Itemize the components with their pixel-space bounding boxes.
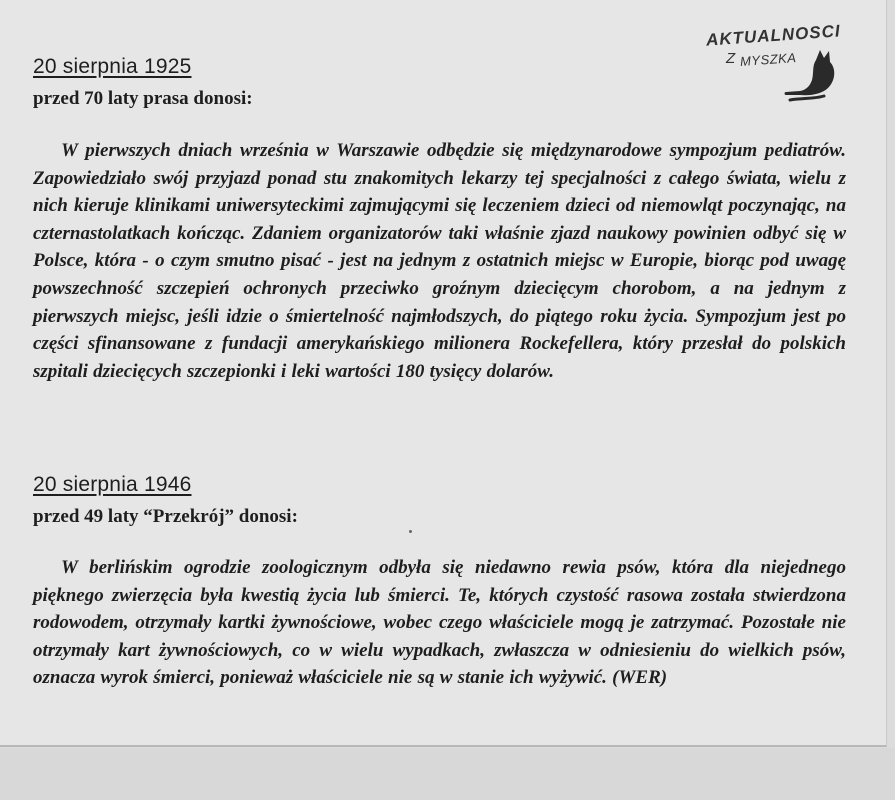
entry-1-subhead: przed 70 laty prasa donosi: [33,88,253,109]
logo-z-letter: Z [726,50,736,67]
print-speck [409,530,412,533]
page-background-band [0,748,895,800]
cat-icon [782,48,844,106]
entry-2-text: W berlińskim ogrodzie zoologicznym odbyła się niedawno rewia psów, która dla niejednego pięknego zwierzęcia była kwestią życia lub śmierci. Te, których czystość rasowa została stwierdzona rodowodem, otrzymały kartki żywnościowe, wobec czego właściciele mogą je zatrzymać. Pozostałe nie otrzymały kart żywnościowych, co w wielu wypadkach, zwłaszcza w odniesieniu do wielkich psów, oznacza wyrok śmierci, ponieważ właściciele nie są w stanie ich wyżywić. (WER) [33,557,846,689]
entry-2-subhead: przed 49 laty “Przekrój” donosi: [33,506,298,527]
entry-1-text: W pierwszych dniach września w Warszawie odbędzie się międzynarodowe sympozjum pediatrów. Zapowiedziało swój przyjazd ponad stu znakomitych lekarzy tej specjalności z całego świata, wielu z nich kieruje klinikami uniwersyteckimi zajmującymi się leczeniem dzieci od niemowląt poczynając, na czternastolatkach kończąc. Zdaniem organizatorów taki właśnie zjazd naukowy powinien odbyć się w Polsce, która - o czym smutno pisać - jest na jednym z ostatnich miejsc w Europie, biorąc pod uwagę powszechność szczepień ochronych przeciwko groźnym dziecięcym chorobom, a na jednym z pierwszych miejsc, jeśli idzie o śmiertelność najmłodszych, do piątego roku życia. Sympozjum jest po części sfinansowane z fundacji amerykańskiego milionera Rockefellera, który przesłał do polskich szpitali dziecięcych szczepionki i leki wartości 180 tysięcy dolarów. [33,140,846,382]
logo-subtitle: MYSZKA [739,50,797,69]
entry-1-date: 20 sierpnia 1925 [33,55,192,78]
entry-2-date: 20 sierpnia 1946 [33,473,192,496]
logo-title: AKTUALNOSCI [705,21,842,50]
column-logo [700,20,850,110]
